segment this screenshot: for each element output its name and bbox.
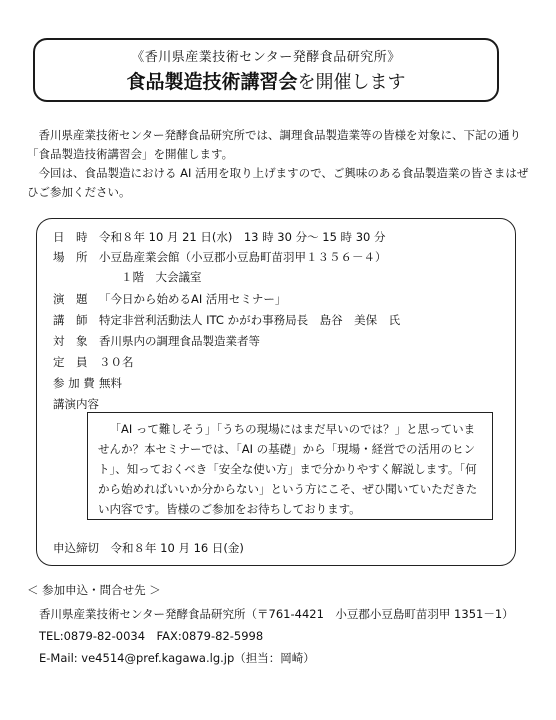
title-box [33, 38, 499, 102]
detail-value: 令和８年 10 月 21 日(水) 13 時 30 分～ 15 時 30 分 [99, 230, 386, 244]
intro-text [27, 126, 532, 202]
detail-date [53, 229, 385, 245]
contact-email: E-Mail: ve4514@pref.kagawa.lg.jp（担当：岡崎） [39, 651, 315, 665]
detail-label: 定 員 [53, 355, 88, 369]
detail-place-room: １階 大会議室 [121, 270, 202, 284]
detail-capacity [53, 354, 134, 370]
detail-value: 「今日から始めるAI 活用セミナー」 [99, 292, 287, 306]
application-deadline: 申込締切 令和８年 10 月 16 日(金) [53, 541, 244, 555]
detail-label: 対 象 [53, 334, 88, 348]
detail-fee [53, 375, 122, 391]
detail-value: 特定非営利活動法人 ITC かがわ事務局長 島谷 美保 氏 [99, 313, 401, 327]
detail-label: 場 所 [53, 250, 88, 264]
detail-label: 演 題 [53, 292, 88, 306]
title-main: 食品製造技術講習会 [126, 71, 298, 93]
detail-label: 参 加 費 [53, 376, 95, 390]
detail-topic [53, 291, 286, 307]
detail-target [53, 333, 260, 349]
detail-value: 香川県内の調理食品製造業者等 [99, 334, 260, 348]
page-title [35, 67, 497, 94]
contact-tel-fax: TEL:0879-82-0034 FAX:0879-82-5998 [39, 629, 264, 643]
detail-value: 無料 [99, 376, 122, 390]
detail-place [53, 249, 387, 265]
contact-organization: 香川県産業技術センター発酵食品研究所（〒761-4421 小豆郡小豆島町苗羽甲 1351－1） [39, 607, 514, 621]
lecture-content-box: 「AI って難しそう」「うちの現場にはまだ早いのでは？」と思っていませんか？本セミナーでは、「AI の基礎」から「現場・経営での活用のヒント」、知っておくべき「安全な使い方」まで分かりやすく解説します。「何から始めればいいか分からない」という方にこそ、ぜひ聞いていただきたい内容です。皆様のご参加をお待ちしております。 [87, 412, 493, 520]
detail-content-label: 講演内容 [53, 397, 99, 411]
title-suffix: を開催します [297, 72, 406, 93]
detail-value: 小豆島産業会館（小豆郡小豆島町苗羽甲１３５６－４） [99, 250, 387, 264]
detail-label: 講 師 [53, 313, 88, 327]
detail-label: 日 時 [53, 230, 88, 244]
organizer-subtitle: 《香川県産業技術センター発酵食品研究所》 [131, 50, 401, 65]
contact-heading: ＜ 参加申込・問合せ先 ＞ [27, 583, 161, 597]
detail-lecturer [53, 312, 400, 328]
details-box [36, 218, 516, 566]
intro-paragraph-2: 今回は、食品製造における AI 活用を取り上げますので、ご興味のある食品製造業の皆さまはぜひご参加ください。 [27, 166, 529, 199]
intro-paragraph-1: 香川県産業技術センター発酵食品研究所では、調理食品製造業等の皆様を対象に、下記の通り「食品製造技術講習会」を開催します。 [27, 128, 522, 161]
detail-value: ３０名 [99, 355, 134, 369]
